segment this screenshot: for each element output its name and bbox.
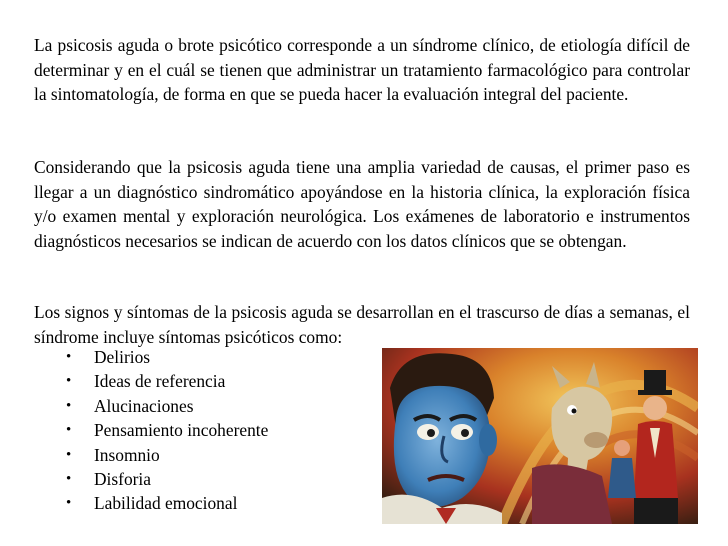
list-item-label: Delirios — [94, 347, 151, 367]
list-item-label: Alucinaciones — [94, 395, 194, 416]
list-item — [56, 394, 268, 418]
psychosis-illustration — [382, 348, 698, 524]
list-item — [56, 369, 268, 393]
list-item-label: Disforia — [94, 469, 151, 490]
bullet-icon: • — [66, 422, 72, 439]
paragraph-symptoms: Los signos y síntomas de la psicosis aguda se desarrollan en el trascurso de días a semanas, el síndrome incluye síntomas psicóticos como: — [34, 302, 690, 347]
list-item — [56, 467, 268, 491]
list-item — [56, 491, 268, 515]
list-item-label: Labilidad emocional — [94, 493, 238, 514]
bullet-icon: • — [66, 373, 72, 390]
bullet-icon: • — [66, 397, 72, 414]
symptom-list — [56, 345, 268, 516]
ringmaster-hat — [644, 370, 666, 392]
ringmaster-face — [643, 396, 667, 420]
list-item — [56, 443, 268, 467]
list-item-label: Ideas de referencia — [94, 371, 226, 392]
bullet-icon: • — [66, 446, 72, 463]
list-item — [56, 418, 268, 442]
illustration-drawing — [382, 348, 698, 524]
bullet-icon: • — [66, 471, 72, 488]
list-item-label: Insomnio — [94, 444, 160, 465]
paragraph-diagnosis: Considerando que la psicosis aguda tiene una amplia variedad de causas, el primer paso es llegar a un diagnóstico sindromático apoyándose en la historia clínica, la exploración física y/o examen mental y exploración neurológica. Los exámenes de laboratorio e instrumentos diagnósticos necesarios se indican de acuerdo con los datos clínicos que se obtengan. — [34, 157, 690, 251]
bullet-icon: • — [66, 495, 72, 512]
bullet-icon: • — [66, 349, 72, 365]
paragraph-intro: La psicosis aguda o brote psicótico corresponde a un síndrome clínico, de etiología difícil de determinar y en el cuál se tienen que administrar un tratamiento farmacológico para controlar la sintomatología, de forma en que se pueda hacer la evaluación integral del paciente. — [34, 35, 690, 105]
list-item-label: Pensamiento incoherente — [94, 420, 269, 441]
list-item — [56, 345, 268, 369]
